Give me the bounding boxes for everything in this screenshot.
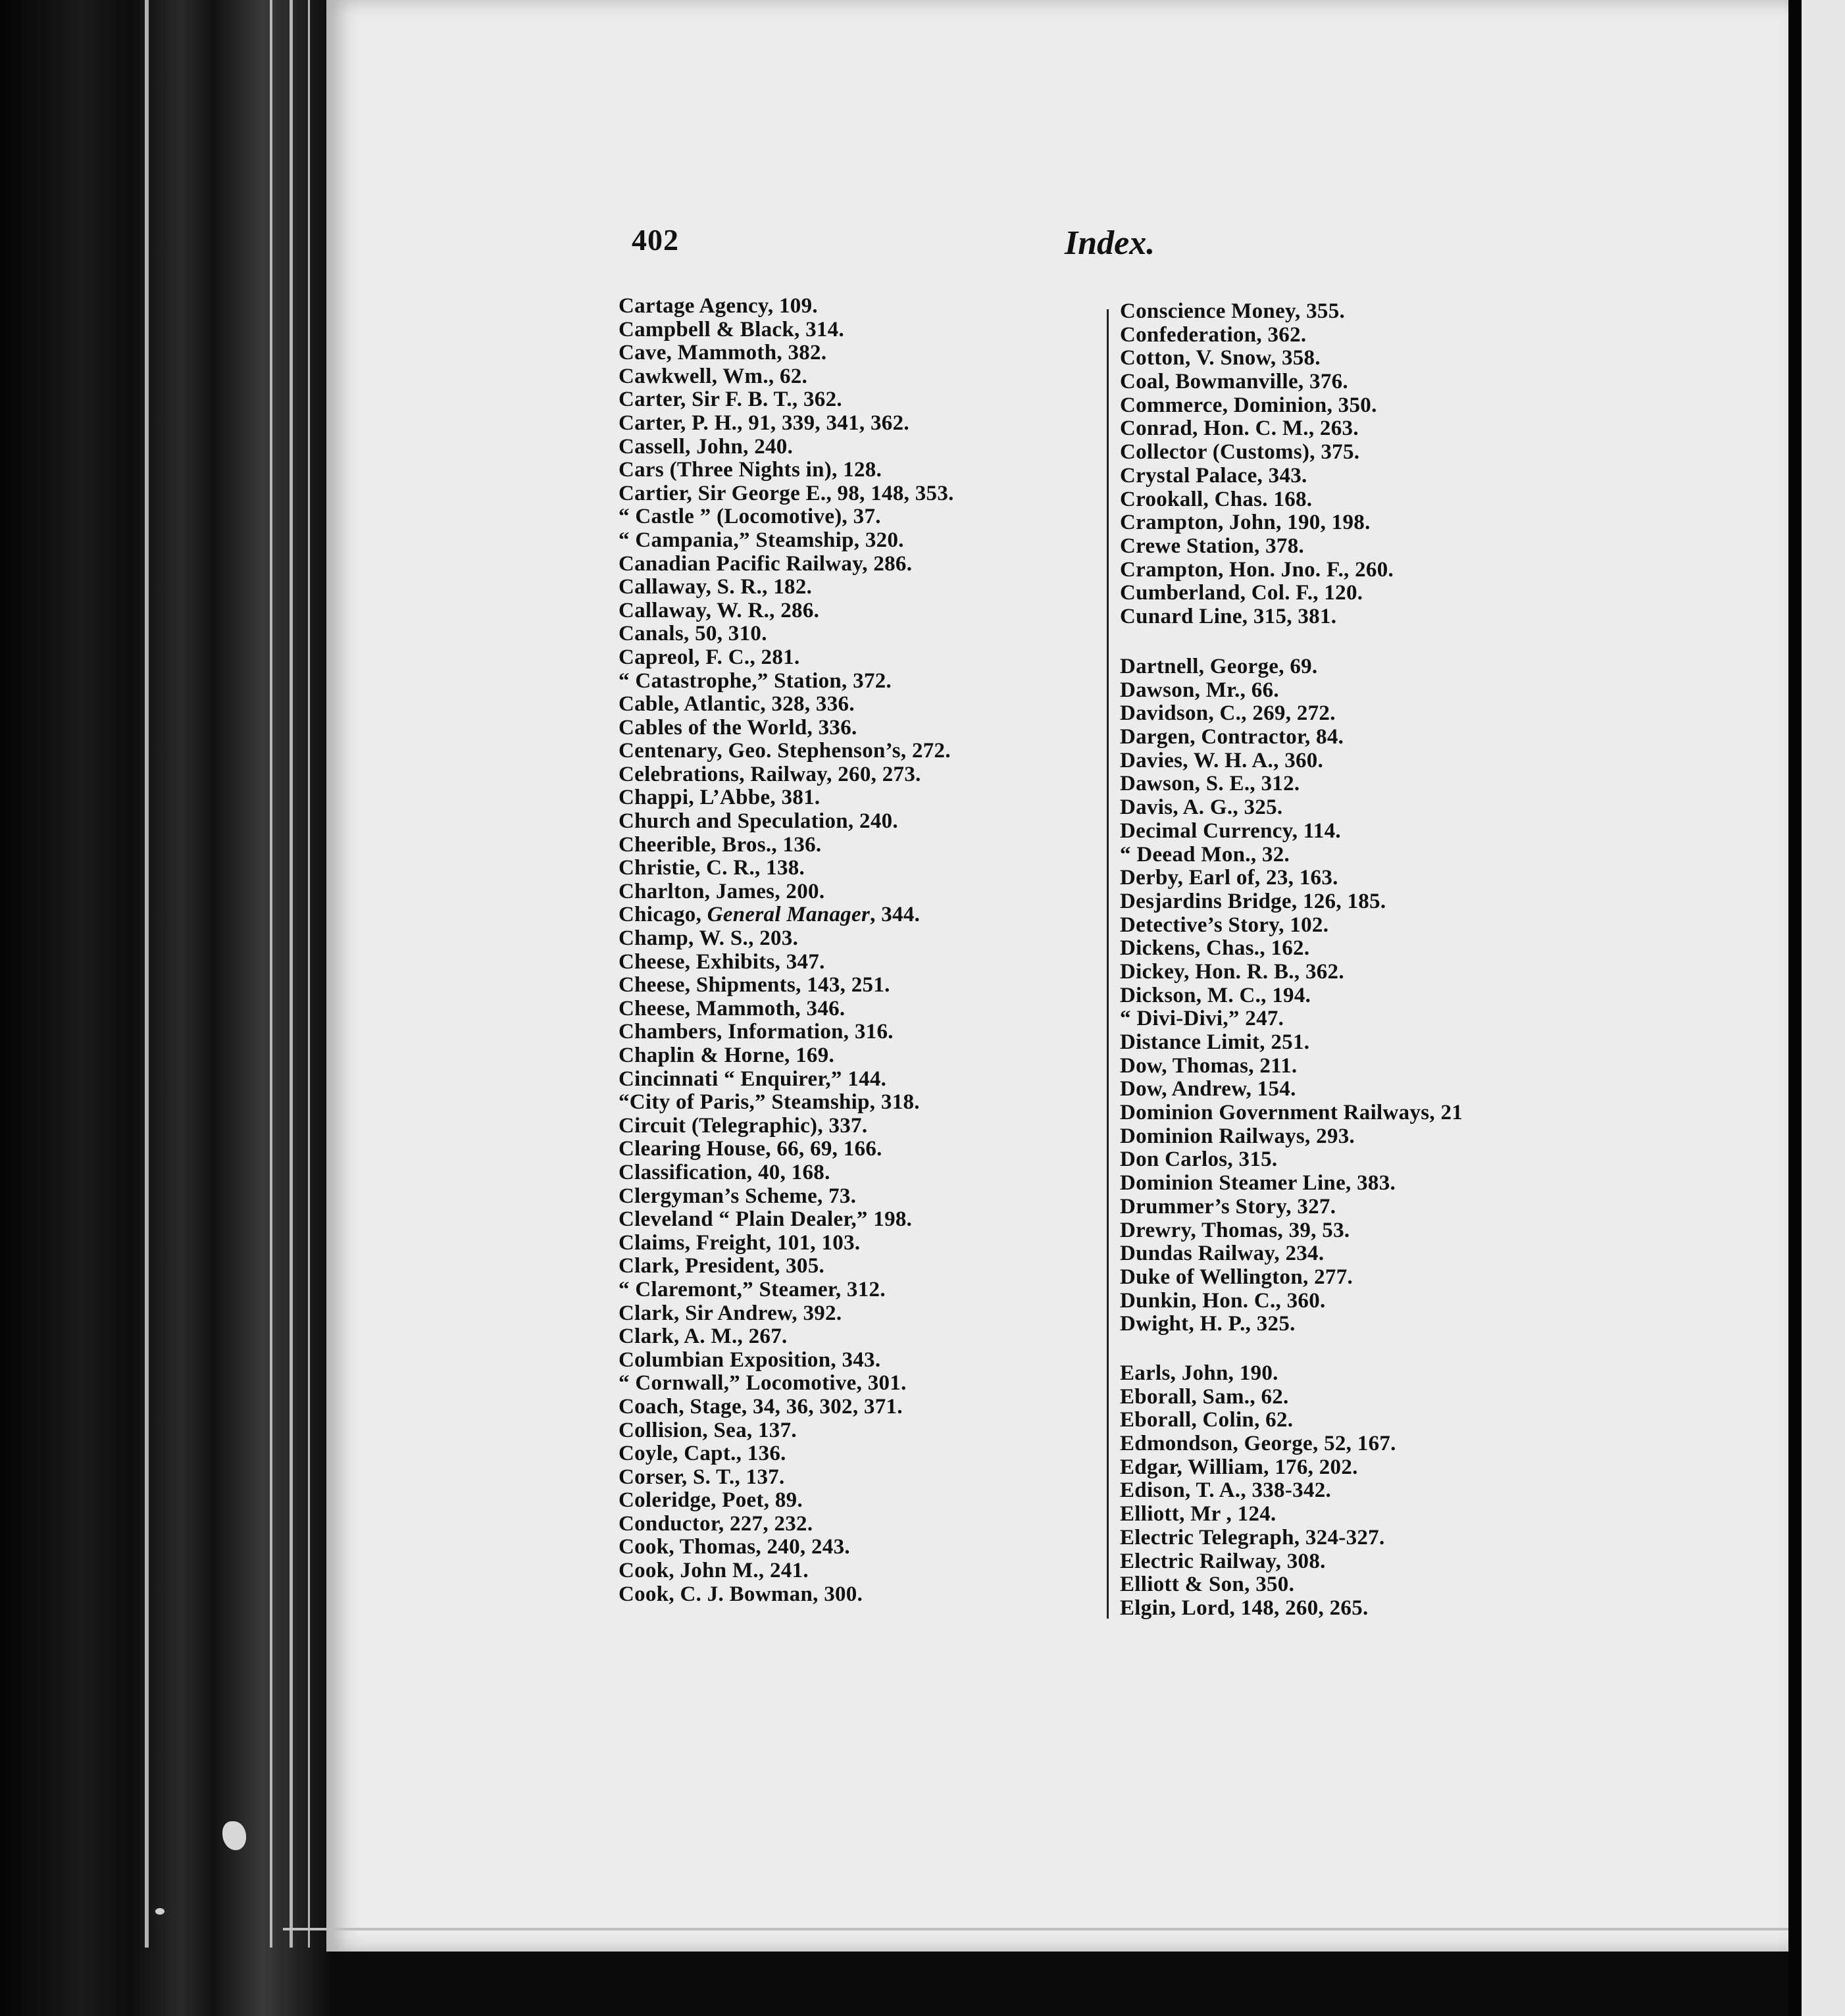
index-entry: Elliott & Son, 350. xyxy=(1120,1573,1295,1597)
index-entry: Electric Railway, 308. xyxy=(1120,1549,1326,1573)
index-entry: “ Deead Mon., 32. xyxy=(1120,842,1290,867)
index-entry: “ Divi-Divi,” 247. xyxy=(1120,1007,1284,1031)
index-entry: Coach, Stage, 34, 36, 302, 371. xyxy=(619,1394,903,1419)
index-entry: Conscience Money, 355. xyxy=(1120,299,1346,323)
binding-edge xyxy=(308,0,310,1948)
index-entry: Collision, Sea, 137. xyxy=(619,1418,797,1442)
index-entry: Clergyman’s Scheme, 73. xyxy=(619,1184,857,1208)
index-entry: Duke of Wellington, 277. xyxy=(1120,1265,1353,1289)
index-entry: Eborall, Colin, 62. xyxy=(1120,1408,1294,1432)
index-entry: Dow, Thomas, 211. xyxy=(1120,1053,1298,1078)
index-entry: Carter, Sir F. B. T., 362. xyxy=(619,388,842,412)
index-entry: Church and Speculation, 240. xyxy=(619,809,898,834)
index-entry: Capreol, F. C., 281. xyxy=(619,645,800,669)
page-number: 402 xyxy=(632,223,679,257)
index-entry: Champ, W. S., 203. xyxy=(619,926,799,951)
gutter-shadow xyxy=(1788,0,1802,2016)
index-entry: Crampton, Hon. Jno. F., 260. xyxy=(1120,557,1394,582)
index-column-left xyxy=(619,295,954,1606)
index-entry: Cartier, Sir George E., 98, 148, 353. xyxy=(619,481,954,505)
index-entry: Dickens, Chas., 162. xyxy=(1120,936,1310,961)
index-entry: Coleridge, Poet, 89. xyxy=(619,1488,803,1513)
index-entry: Cheese, Shipments, 143, 251. xyxy=(619,973,890,997)
index-entry: Dargen, Contractor, 84. xyxy=(1120,725,1344,749)
index-entry: Dawson, S. E., 312. xyxy=(1120,772,1300,796)
index-entry: Dickey, Hon. R. B., 362. xyxy=(1120,959,1344,984)
index-entry: Decimal Currency, 114. xyxy=(1120,819,1341,843)
index-entry: “City of Paris,” Steamship, 318. xyxy=(619,1090,920,1115)
index-entry: Detective’s Story, 102. xyxy=(1120,913,1329,937)
index-entry: Centenary, Geo. Stephenson’s, 272. xyxy=(619,739,951,763)
running-head: Index. xyxy=(1065,224,1155,262)
index-entry: Eborall, Sam., 62. xyxy=(1120,1384,1289,1409)
index-entry: Derby, Earl of, 23, 163. xyxy=(1120,866,1338,890)
index-entry: Cable, Atlantic, 328, 336. xyxy=(619,692,855,717)
index-entry: Campbell & Black, 314. xyxy=(619,317,845,341)
index-entry: “ Castle ” (Locomotive), 37. xyxy=(619,505,881,529)
index-entry: Cheese, Exhibits, 347. xyxy=(619,949,825,974)
index-entry: Desjardins Bridge, 126, 185. xyxy=(1120,889,1386,913)
index-entry: Chaplin & Horne, 169. xyxy=(619,1044,835,1067)
index-entry: Chicago, General Manager, 344. xyxy=(619,903,921,927)
index-column-right-c xyxy=(1120,300,1394,629)
index-entry: Cotton, V. Snow, 358. xyxy=(1120,346,1321,370)
book-binding xyxy=(0,0,329,2016)
index-entry: Chappi, L’Abbe, 381. xyxy=(619,786,821,810)
index-entry: Canadian Pacific Railway, 286. xyxy=(619,551,913,576)
index-entry: Distance Limit, 251. xyxy=(1120,1030,1310,1054)
index-entry: Clearing House, 66, 69, 166. xyxy=(619,1137,882,1161)
index-entry: Crystal Palace, 343. xyxy=(1120,463,1307,488)
index-entry: Cars (Three Nights in), 128. xyxy=(619,458,882,482)
index-entry: Cunard Line, 315, 381. xyxy=(1120,604,1337,628)
index-entry: “ Catastrophe,” Station, 372. xyxy=(619,668,892,693)
index-entry: Electric Telegraph, 324-327. xyxy=(1120,1525,1385,1550)
index-entry: Coal, Bowmanville, 376. xyxy=(1120,370,1348,394)
index-entry: Christie, C. R., 138. xyxy=(619,856,805,880)
index-entry: Coyle, Capt., 136. xyxy=(619,1442,786,1466)
index-entry: Elliott, Mr , 124. xyxy=(1120,1502,1276,1526)
index-entry: Dunkin, Hon. C., 360. xyxy=(1120,1288,1326,1313)
page-bottom-edge xyxy=(283,1928,1796,1930)
index-entry: Earls, John, 190. xyxy=(1120,1361,1278,1385)
index-entry: Carter, P. H., 91, 339, 341, 362. xyxy=(619,411,909,435)
index-entry: Dickson, M. C., 194. xyxy=(1120,983,1311,1007)
index-entry: Cincinnati “ Enquirer,” 144. xyxy=(619,1067,887,1091)
binding-edge xyxy=(145,0,149,1948)
index-entry: Claims, Freight, 101, 103. xyxy=(619,1230,861,1255)
index-entry: Dominion Government Railways, 21 xyxy=(1120,1101,1463,1125)
index-entry: “ Campania,” Steamship, 320. xyxy=(619,528,904,552)
index-entry: Collector (Customs), 375. xyxy=(1120,440,1360,465)
index-entry: Crampton, John, 190, 198. xyxy=(1120,511,1371,535)
index-entry: Celebrations, Railway, 260, 273. xyxy=(619,762,921,786)
index-entry: Davidson, C., 269, 272. xyxy=(1120,701,1336,726)
index-entry: Cartage Agency, 109. xyxy=(619,294,818,318)
index-entry: Dawson, Mr., 66. xyxy=(1120,678,1279,702)
index-entry: Corser, S. T., 137. xyxy=(619,1465,785,1489)
index-entry: Cheese, Mammoth, 346. xyxy=(619,996,846,1021)
index-entry: Clark, A. M., 267. xyxy=(619,1324,788,1349)
index-entry: “ Claremont,” Steamer, 312. xyxy=(619,1277,886,1301)
index-entry: Chambers, Information, 316. xyxy=(619,1020,894,1044)
index-entry: Cables of the World, 336. xyxy=(619,715,857,740)
index-entry: Don Carlos, 315. xyxy=(1120,1147,1278,1172)
index-entry: Charlton, James, 200. xyxy=(619,879,825,903)
index-column-right-d xyxy=(1120,655,1463,1336)
index-entry: Cassell, John, 240. xyxy=(619,434,794,459)
index-entry: Edmondson, George, 52, 167. xyxy=(1120,1432,1396,1456)
index-entry: Cleveland “ Plain Dealer,” 198. xyxy=(619,1207,913,1232)
index-entry: Drummer’s Story, 327. xyxy=(1120,1194,1336,1219)
binding-edge xyxy=(270,0,272,1948)
index-entry: Commerce, Dominion, 350. xyxy=(1120,393,1377,417)
column-divider xyxy=(1107,309,1109,1619)
index-entry: Drewry, Thomas, 39, 53. xyxy=(1120,1218,1350,1242)
index-entry: Confederation, 362. xyxy=(1120,322,1307,347)
index-entry: Canals, 50, 310. xyxy=(619,622,767,646)
paper-blemish xyxy=(155,1908,164,1915)
index-entry: Cheerible, Bros., 136. xyxy=(619,832,822,857)
index-entry: Clark, Sir Andrew, 392. xyxy=(619,1301,842,1325)
index-entry: Classification, 40, 168. xyxy=(619,1160,830,1184)
facing-page-edge xyxy=(1802,0,1845,2016)
index-entry: Callaway, W. R., 286. xyxy=(619,598,820,622)
index-entry: Cave, Mammoth, 382. xyxy=(619,341,827,365)
index-entry: Cawkwell, Wm., 62. xyxy=(619,364,808,388)
index-entry: “ Cornwall,” Locomotive, 301. xyxy=(619,1371,907,1396)
index-entry: Edgar, William, 176, 202. xyxy=(1120,1455,1358,1479)
index-entry: Cumberland, Col. F., 120. xyxy=(1120,581,1363,605)
index-entry: Dwight, H. P., 325. xyxy=(1120,1312,1296,1336)
index-entry: Cook, Thomas, 240, 243. xyxy=(619,1535,850,1559)
index-entry: Edison, T. A., 338-342. xyxy=(1120,1478,1332,1503)
binding-edge xyxy=(290,0,293,1948)
index-entry: Dominion Railways, 293. xyxy=(1120,1124,1355,1148)
index-entry: Davies, W. H. A., 360. xyxy=(1120,748,1324,772)
index-entry: Circuit (Telegraphic), 337. xyxy=(619,1113,868,1138)
index-entry: Elgin, Lord, 148, 260, 265. xyxy=(1120,1596,1369,1620)
index-entry: Conductor, 227, 232. xyxy=(619,1511,813,1536)
index-entry: Dartnell, George, 69. xyxy=(1120,655,1318,678)
index-entry: Columbian Exposition, 343. xyxy=(619,1348,881,1372)
index-entry: Davis, A. G., 325. xyxy=(1120,795,1283,820)
index-page xyxy=(326,0,1788,1952)
index-entry: Conrad, Hon. C. M., 263. xyxy=(1120,416,1359,441)
index-entry: Crookall, Chas. 168. xyxy=(1120,487,1313,511)
index-entry: Clark, President, 305. xyxy=(619,1254,825,1278)
index-entry: Dominion Steamer Line, 383. xyxy=(1120,1171,1396,1196)
index-entry: Crewe Station, 378. xyxy=(1120,534,1305,558)
italic-term: General Manager xyxy=(707,903,871,927)
index-entry: Cook, C. J. Bowman, 300. xyxy=(619,1582,863,1606)
index-entry: Dundas Railway, 234. xyxy=(1120,1242,1325,1266)
index-entry: Callaway, S. R., 182. xyxy=(619,575,813,599)
index-entry: Cook, John M., 241. xyxy=(619,1559,809,1583)
index-entry: Dow, Andrew, 154. xyxy=(1120,1077,1296,1101)
index-column-right-e xyxy=(1120,1362,1396,1621)
